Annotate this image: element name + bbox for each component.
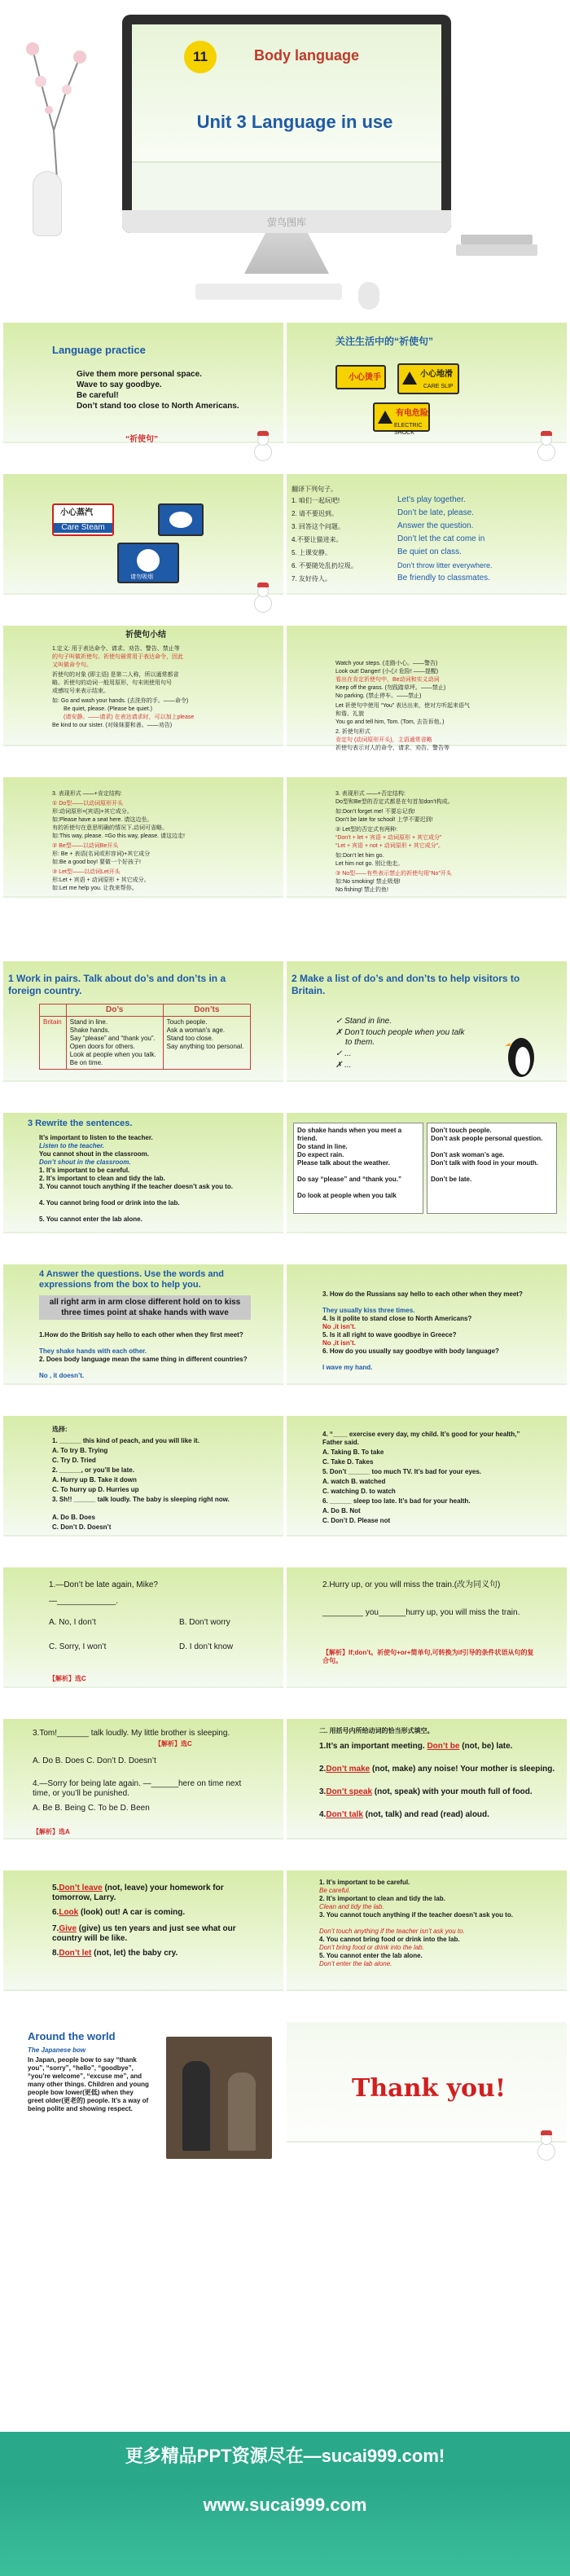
fill-line: 8.Don’t let (not, let) the baby cry. <box>52 1949 178 1958</box>
slide-work-in-pairs <box>3 961 283 1105</box>
electric-warning-sign: 有电危险 ELECTRIC SHOCK <box>373 402 430 432</box>
slide-answer-questions: 4 Answer the questions. Use the words and expressions from the box to help you. all right arm in arm close different hold on to kiss three times point at shake hands with wave 1.How do the British say hello to each other when they first meet? They shake hands with each other. 2. Does body language mean the same thing in different countries? No , it doesn’t. <box>3 1264 283 1408</box>
caption: “祈使句” <box>125 435 158 444</box>
fill-line: 4.Don’t talk (not, talk) and read (read) aloud. <box>319 1810 489 1819</box>
text-line: Give them more personal space. <box>77 370 202 379</box>
slide-title: 3 Rewrite the sentences. <box>28 1119 133 1128</box>
no-entry-sign <box>158 503 204 536</box>
monitor-screen <box>132 24 441 210</box>
bowing-people-photo <box>166 2037 272 2159</box>
slide-translation: 翻译下列句子。 1. 咱们一起玩吧! Let’s play together. 2. 请不要迟到。 Don’t be late, please. 3. 回答这个问题。 Answer the question. 4.不要让猫进来。 Don’t let the cat come in 5. 上课安静。 Be quiet on class. 6. 不要随处乱扔垃圾。 Don’t throw litter everywhere. 7. 友好待人。 Be friendly to classmates. <box>287 474 567 618</box>
vase <box>33 171 62 236</box>
watermark-text: 萤鸟图库 <box>266 217 306 228</box>
steam-warning-sign: 小心蒸汽 Care Steam <box>52 503 114 536</box>
fill-line: 1.It’s an important meeting. Don’t be (not, be) late. <box>319 1742 513 1751</box>
slide-around-the-world: Around the world The Japanese bow In Japan, people bow to say “thank you”, “sorry”, “hello”, “goodbye”, “you’re welcome”, “excuse me”, and many other things. Children and young people bow lower(更低) when they greet older(更老的) people. It’s a way of being polite and showing respect. <box>3 2022 283 2165</box>
slide-imperative-summary: 祈使句小结 1.定义: 用于表达命令、请求、劝告、警告、禁止等 的句子叫做祈使句。祈使句最常用于表达命令，因此 又叫做命令句。 祈使句的对象 (即主语) 是第二人称，所以通常都省 略。祈使句的动词一般用原形，句末则使用句号 或感叹号来表示结束。 如: Go and wash your hands. (去洗你的手。——命令) Be quiet, please. (Please be quiet.) (请安静。——请求) 在表达请求时，可以加上please Be kind to our sister. (对妹妹要和善。——劝告) <box>3 626 283 769</box>
slide-imperative-examples: Watch your steps. (走路小心。——警告) Look out! Danger! (小心! 危险! ——提醒) 看出在肯定祈使句中，Be动词和实义动词 Keep off the grass. (勿践踏草坪。——禁止) No parking. (禁止停车。——禁止) Let 祈使句中使用 “You” 表达出来，使对方听起来语气 和谐、礼貌 You go and tell him, Tom. (Tom, 去告诉他。) 2. 祈使句形式 肯定句 (动词原形开头)，主语通常省略 祈使句表示对人的命令、请求、劝告、警告等 <box>287 626 567 769</box>
slide-rewrite-sentences: 3 Rewrite the sentences. It’s important to listen to the teacher. Listen to the teacher. You cannot shout in the classroom. Don’t shout in the classroom. 1. It’s important to be careful. 2. It’s important to clean and tidy the lab. 3. You cannot touch anything if the teacher doesn’t ask you to. 4. You cannot bring food or drink into the lab. 5. You cannot enter the lab alone. <box>3 1113 283 1256</box>
slippery-warning-sign: 小心地滑 CARE SLIP <box>397 363 459 394</box>
slide-title: 关注生活中的“祈使句” <box>335 336 434 347</box>
snowman-decoration <box>537 2131 555 2161</box>
slide-thank-you <box>287 2022 567 2165</box>
thank-you-text: Thank you! <box>352 2074 506 2103</box>
slide-answer-questions-2: 3. How do the Russians say hello to each other when they meet? They usually kiss three times. 4. Is it polite to stand close to North Americans? No ,it isn’t. 5. Is it all right to wave goodbye in Greece? No ,it isn’t. 6. How do you usually say goodbye with body language? I wave my hand. <box>287 1264 567 1408</box>
slide-rewrite-answers: 1. It’s important to be careful. Be careful. 2. It’s important to clean and tidy the lab. Clean and tidy the lab. 3. You cannot touch anything if the teacher doesn’t ask you to. Don’t touch anything if the teacher isn’t ask you to. 4. You cannot bring food or drink into the lab. Don’t bring food or drink into the lab. 5. You cannot enter the lab alone. Don’t enter the lab alone. <box>287 1870 567 2014</box>
slide-title: 1 Work in pairs. Talk about do’s and don’ts in a foreign country. <box>8 973 226 996</box>
slide-title: 祈使句小结 <box>125 631 166 640</box>
fill-line: 6.Look (look) out! A car is coming. <box>52 1908 186 1917</box>
slide-negative-forms: 3. 表现形式 ——+否定结构: Do型和Be型的否定式都是在句首加don’t构成。 如:Don’t forget me! 不要忘记我! Don’t be late for school! 上学不要迟到! ② Let型的否定式有两种: “Don’t + let + 宾语 + 动词原形 + 其它成分” “Let + 宾语 + not + 动词原形 + 其它成分”。 如:Don’t let him go. Let him not go. 别让他走。 ③ No型——有些表示禁止的祈使句用“No”开头 如:No smoking! 禁止吸烟! No fishing! 禁止钓鱼! <box>287 777 567 921</box>
promo-url-link[interactable]: www.sucai999.com <box>203 2495 367 2515</box>
snowman-decoration <box>537 432 555 461</box>
text-line: Don’t stand too close to North Americans. <box>77 402 239 411</box>
promo-banner <box>0 2432 570 2481</box>
lesson-number-badge: 11 <box>184 41 217 73</box>
snowman-decoration <box>254 583 272 613</box>
no-smoking-icon <box>137 549 160 572</box>
do-list-box: Do shake hands when you meet a friend. Do stand in line. Do expect rain. Please talk about the weather. Do say “please” and “thank you.” Do look at people when you talk <box>293 1123 423 1214</box>
warning-triangle-icon <box>402 371 417 385</box>
dont-list-box: Don’t touch people. Don’t ask people personal question. Don’t ask woman’s age. Don’t talk with food in your mouth. Don’t be late. <box>427 1123 557 1214</box>
fill-line: 7.Give (give) us ten years and just see what our country will be like. <box>52 1924 236 1943</box>
unit-title: Unit 3 Language in use <box>196 112 393 132</box>
monitor <box>122 15 451 233</box>
prohibited-icon <box>169 512 192 528</box>
dos-donts-table: Do’s Don’ts Britain Stand in line. Shake hands. Say “please” and “thank you”. Open doors for others. Look at people when you talk. Be on time. Touch people. Ask a woman’s age. Stand too close. Say anything too personal. <box>39 1004 251 1070</box>
branch-decoration <box>16 33 90 179</box>
hot-warning-sign: 小心烫手 <box>335 365 386 389</box>
slide-fill-in-1: 二. 用括号内所给动词的恰当形式填空。 1.It’s an important meeting. Don’t be (not, be) late. 2.Don’t make (not, make) any noise! Your mother is sleeping. 3.Don’t speak (not, speak) with your mouth full of food. 4.Don’t talk (not, talk) and read (read) aloud. <box>287 1719 567 1862</box>
slide-title: 4 Answer the questions. Use the words and expressions from the box to help you. <box>39 1269 224 1290</box>
book <box>456 244 537 256</box>
slide-language-practice <box>3 323 283 466</box>
promo-text: 更多精品PPT资源尽在—sucai999.com! <box>125 2446 445 2466</box>
heading: 翻译下列句子。 <box>292 486 337 493</box>
slide-title: Language practice <box>52 344 146 356</box>
slide-title: 2 Make a list of do’s and don’ts to help visitors to Britain. <box>292 973 520 996</box>
snowman-decoration <box>254 432 272 461</box>
slide-list-dos-donts: 2 Make a list of do’s and don’ts to help visitors to Britain. ✓ Stand in line. ✗ Don’t touch people when you talk to them. ✓ ... ✗ ... <box>287 961 567 1105</box>
snow-ground <box>132 161 441 210</box>
fill-line: 2.Don’t make (not, make) any noise! Your mother is sleeping. <box>319 1765 555 1774</box>
mouse <box>358 282 379 310</box>
penguin-icon <box>503 1030 539 1079</box>
electric-icon <box>378 411 392 424</box>
fill-line: 3.Don’t speak (not, speak) with your mouth full of food. <box>319 1787 533 1796</box>
slide-choice-1: 选择: 1. ______ this kind of peach, and you will like it. A. To try B. Trying C. Try D. Tried 2. ______, or you’ll be late. A. Hurry up B. Take it down C. To hurry up D. Hurries up 3. Sh!! ______ talk loudly. The baby is sleeping right now. A. Do B. Does C. Don’t D. Doesn’t <box>3 1416 283 1559</box>
text-line: Wave to say goodbye. <box>77 380 162 389</box>
chapter-title: Body language <box>254 47 360 64</box>
promo-link-banner <box>0 2481 570 2576</box>
slide-affirmative-forms: 3. 表现形式 ——+肯定结构: ① Do型——以动词原形开头 形:动词原形+(宾语)+其它成分。 如:Please have a seat here. 请这边坐。 有的祈使句在意思明确的情况下,动词可省略。 如:This way, please. =Go this way, please. 请这边走! ② Be型——以动词Be开头 形: Be + 表语(名词或形容词)+其它成分 如:Be a good boy! 要做一个好孩子! ③ Let型——以动词Let开头 形:Let + 宾语 + 动词原形 + 其它成分。 如:Let me help you. 让我来帮你。 <box>3 777 283 921</box>
book <box>461 235 533 244</box>
slide-exercise-2: 2.Hurry up, or you will miss the train.(改为同义句) _________ you______hurry up, you will miss the train. 【解析】If;don’t。祈使句+or+简单句,可转换为if引导的条件状语从句的复合句。 <box>287 1567 567 1711</box>
monitor-stand <box>244 233 329 274</box>
slide-signs <box>287 323 567 466</box>
no-smoking-sign: 请勿吸烟 <box>117 543 179 583</box>
slide-choice-2: 4. “____ exercise every day, my child. It’s good for your health,” Father said. A. Taking B. To take C. Take D. Takes 5. Don’t ______ too much TV. It’s bad for your eyes. A. watch B. watched C. watching D. to watch 6. ______ sleep too late. It’s bad for your health. A. Do B. Not C. Don’t D. Please not <box>287 1416 567 1559</box>
slide-exercise-1: 1.—Don’t be late again, Mike? —_____________. A. No, I don’t B. Don’t worry C. Sorry, I won’t D. I don’t know 【解析】选C <box>3 1567 283 1711</box>
word-box: all right arm in arm close different hold on to kiss three times point at shake hands with wave <box>39 1295 251 1320</box>
text-line: Be careful! <box>77 391 119 400</box>
slide-do-and-dont-list <box>287 1113 567 1256</box>
paragraph: In Japan, people bow to say “thank you”, “sorry”, “hello”, “goodbye”, “you’re welcome”, “excuse me”, and many other things. Children and young people bow lower(更低) when they greet older(更老的) people. It’s a way of being polite and showing respect. <box>28 2056 149 2112</box>
cover-slide <box>0 0 570 319</box>
slide-fill-in-2 <box>3 1870 283 2014</box>
monitor-chin <box>122 210 451 233</box>
slide-title: Around the world <box>28 2030 116 2042</box>
slide-exercise-3: 3.Tom!_______ talk loudly. My little brother is sleeping. 【解析】选C A. Do B. Does C. Don’t D. Doesn’t 4.—Sorry for being late again. —______here on time next time, or you’ll be punished. A. Be B. Being C. To be D. Been 【解析】选A <box>3 1719 283 1862</box>
keyboard <box>195 284 342 300</box>
fill-line: 5.Don’t leave (not, leave) your homework for tomorrow, Larry. <box>52 1884 224 1902</box>
slide-sign-pictures <box>3 474 283 618</box>
